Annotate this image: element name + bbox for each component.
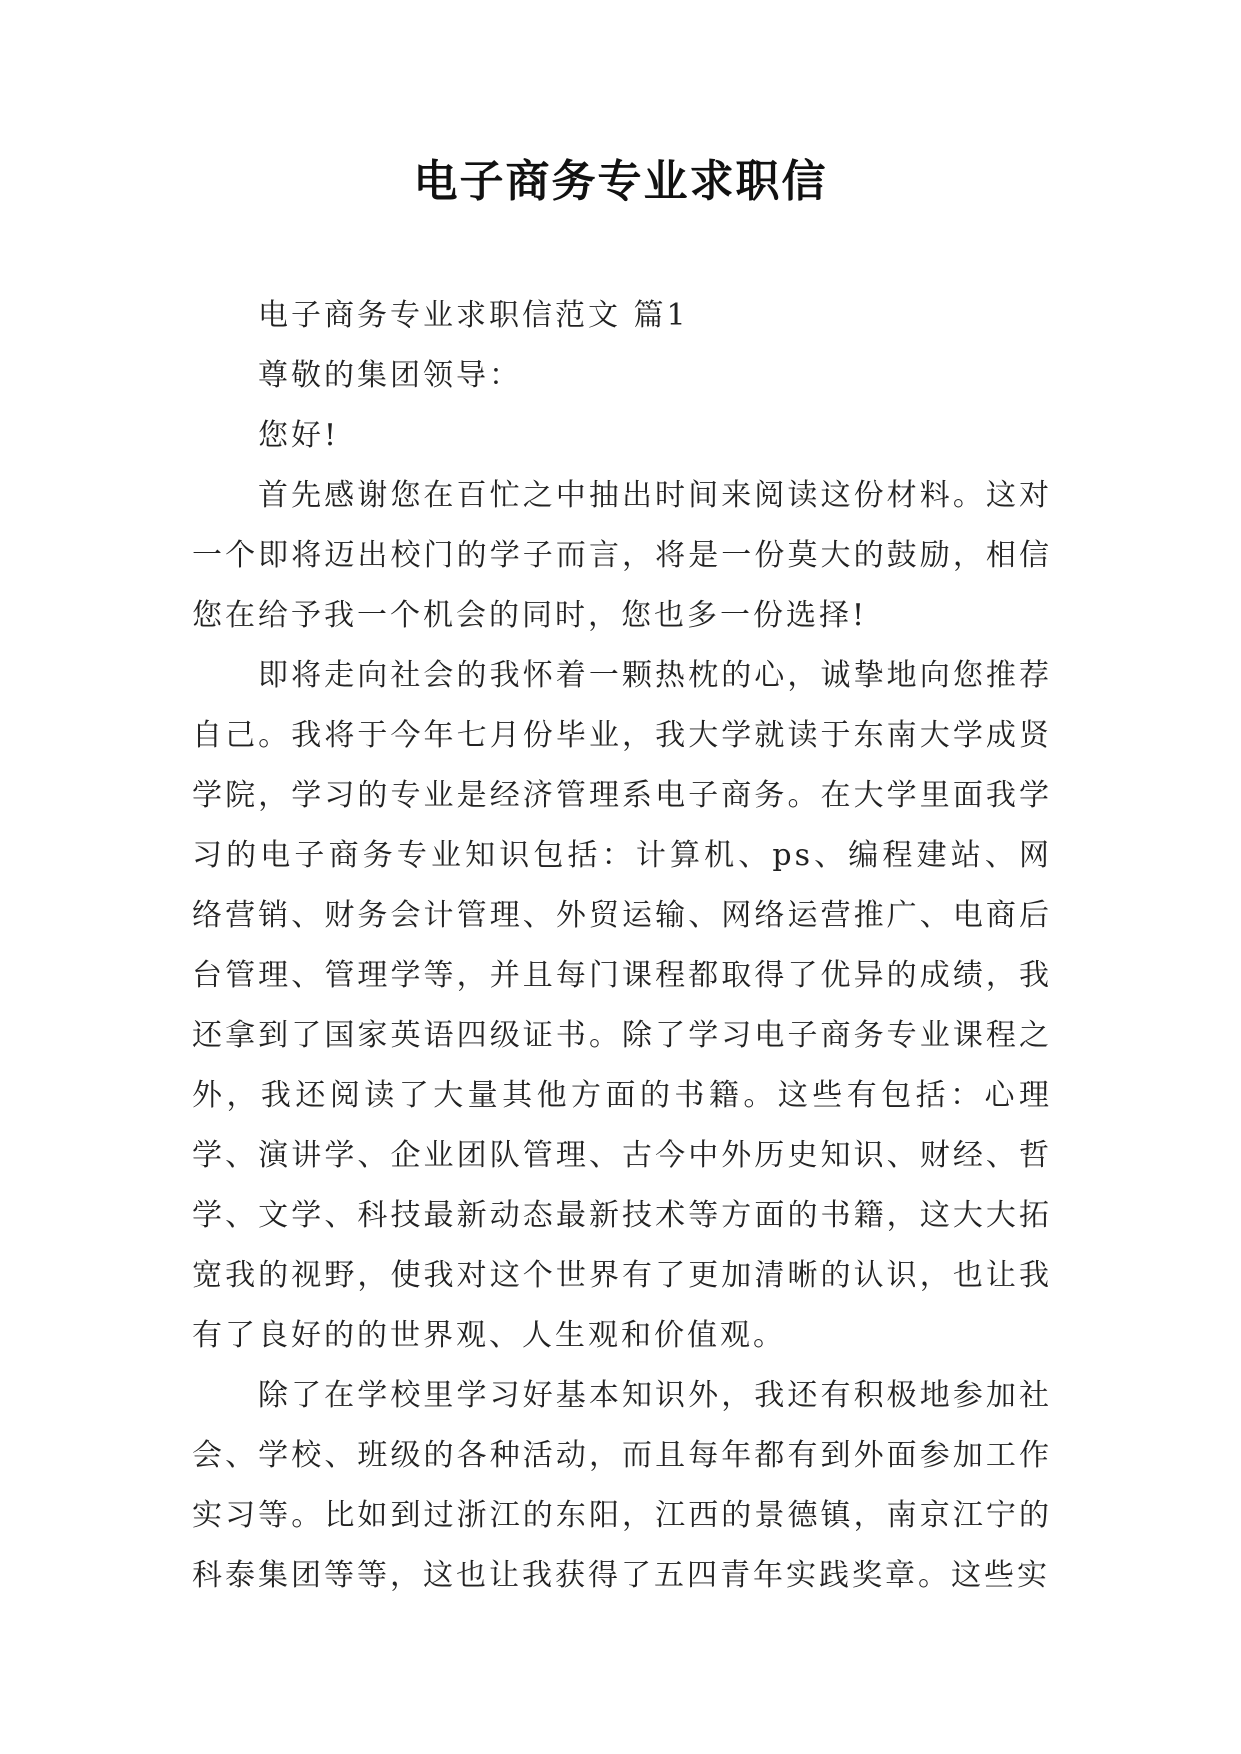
body-paragraph-activities: 除了在学校里学习好基本知识外，我还有积极地参加社会、学校、班级的各种活动，而且每年都有到外面参加工作实习等。比如到过浙江的东阳，江西的景德镇，南京江宁的科泰集团等等，这也让我获得了五四青年实践奖章。这些实 (192, 1378, 1052, 1593)
document-body (192, 286, 1052, 1606)
body-paragraph-intro: 首先感谢您在百忙之中抽出时间来阅读这份材料。这对一个即将迈出校门的学子而言，将是一份莫大的鼓励，相信您在给予我一个机会的同时，您也多一份选择! (192, 478, 1052, 633)
section-heading: 电子商务专业求职信范文 篇1 (258, 298, 689, 333)
body-paragraph-education: 即将走向社会的我怀着一颗热枕的心，诚挚地向您推荐自己。我将于今年七月份毕业，我大学就读于东南大学成贤学院，学习的专业是经济管理系电子商务。在大学里面我学习的电子商务专业知识包括：计算机、ps、编程建站、网络营销、财务会计管理、外贸运输、网络运营推广、电商后台管理、管理学等，并且每门课程都取得了优异的成绩，我还拿到了国家英语四级证书。除了学习电子商务专业课程之外，我还阅读了大量其他方面的书籍。这些有包括：心理学、演讲学、企业团队管理、古今中外历史知识、财经、哲学、文学、科技最新动态最新技术等方面的书籍，这大大拓宽我的视野，使我对这个世界有了更加清晰的认识，也让我有了良好的的世界观、人生观和价值观。 (192, 658, 1052, 1353)
greeting: 您好! (258, 418, 340, 453)
salutation: 尊敬的集团领导： (258, 358, 522, 393)
document-title: 电子商务专业求职信 (413, 156, 828, 207)
